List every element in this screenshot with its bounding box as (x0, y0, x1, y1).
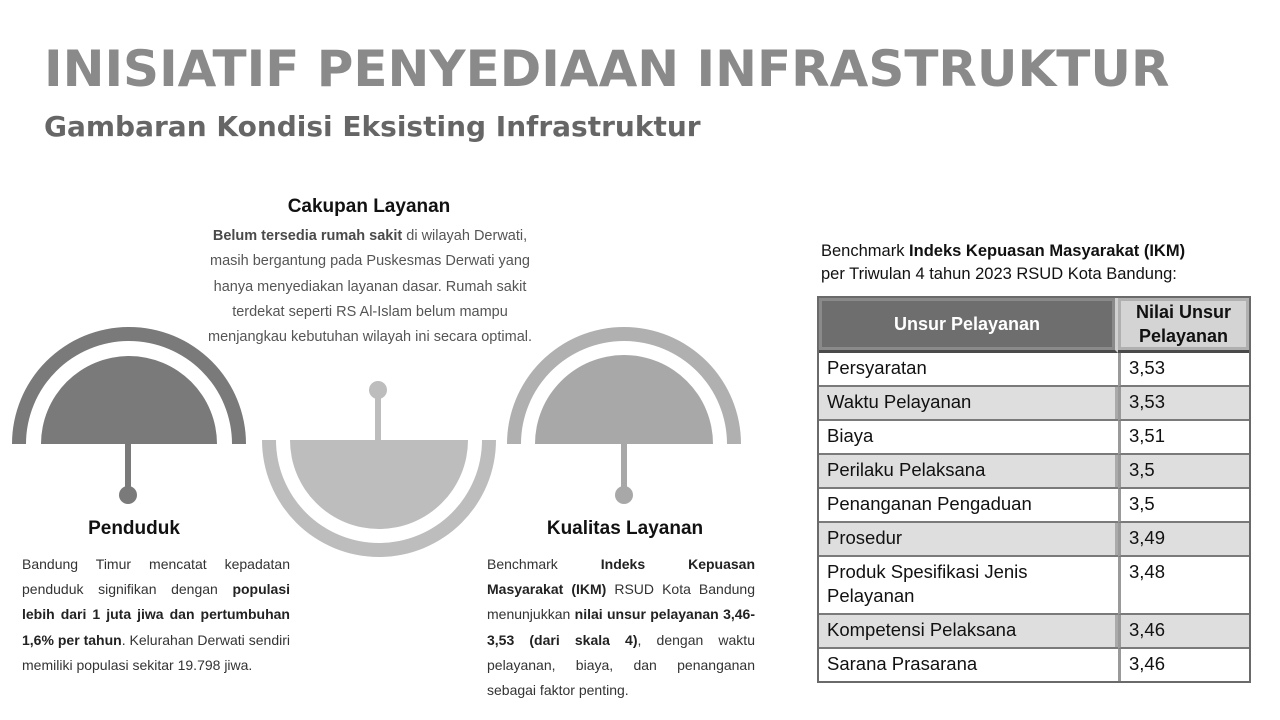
table-row (819, 387, 1249, 421)
column-header-nilai: Nilai Unsur Pelayanan (1118, 298, 1249, 353)
kualitas-heading: Kualitas Layanan (546, 518, 704, 539)
benchmark-caption (821, 240, 1261, 286)
cakupan-text: di wilayah Derwati, masih bergantung pada Puskesmas Derwati yang hanya menyediakan layanan dasar. Rumah sakit terdekat seperti RS Al-Islam belum mampu menjangkau kebutuhan wilayah ini secara optimal. (207, 228, 533, 346)
benchmark-pre: Benchmark (821, 242, 910, 260)
cell-nilai: 3,51 (1118, 421, 1249, 455)
cell-nilai: 3,46 (1118, 615, 1249, 649)
table-header-row (819, 298, 1249, 353)
kualitas-text-1: Benchmark (487, 556, 601, 572)
table-row (819, 649, 1249, 681)
ikm-table (817, 296, 1251, 683)
cell-unsur: Prosedur (819, 523, 1118, 557)
kualitas-text-3: , dengan waktu pelayanan, biaya, dan penanganan sebagai faktor penting. (487, 631, 755, 699)
table-row (819, 421, 1249, 455)
table-row (819, 455, 1249, 489)
cell-unsur: Persyaratan (819, 353, 1118, 387)
right-umbrella-shape (507, 327, 741, 504)
cell-nilai: 3,53 (1118, 387, 1249, 421)
page-title: INISIATIF PENYEDIAAN INFRASTRUKTUR (44, 40, 1170, 98)
cell-unsur: Penanganan Pengaduan (819, 489, 1118, 523)
center-bowl-shape (262, 381, 496, 557)
kualitas-bold-2: nilai unsur pelayanan 3,46-3,53 (dari skala 4) (487, 606, 755, 648)
kualitas-paragraph (487, 552, 755, 703)
cakupan-paragraph (205, 224, 535, 350)
column-header-unsur: Unsur Pelayanan (819, 298, 1118, 353)
left-umbrella-shape (12, 327, 246, 504)
table-row (819, 615, 1249, 649)
cell-nilai: 3,48 (1118, 557, 1249, 615)
cell-unsur: Kompetensi Pelaksana (819, 615, 1118, 649)
kualitas-bold-1: Indeks Kepuasan Masyarakat (IKM) (487, 556, 756, 598)
page-subtitle: Gambaran Kondisi Eksisting Infrastruktur (44, 110, 701, 143)
cell-unsur: Sarana Prasarana (827, 653, 978, 674)
cell-nilai: 3,5 (1118, 489, 1249, 523)
cell-unsur: Biaya (819, 421, 1118, 455)
cell-nilai: 3,5 (1118, 455, 1249, 489)
cell-nilai: 3,53 (1118, 353, 1249, 387)
cakupan-heading: Cakupan Layanan (287, 196, 451, 217)
cell-unsur: Produk Spesifikasi Jenis Pelayanan (819, 557, 1118, 615)
cakupan-bold: Belum tersedia rumah sakit (212, 228, 403, 244)
penduduk-heading: Penduduk (88, 518, 180, 539)
cell-unsur: Waktu Pelayanan (819, 387, 1118, 421)
cell-nilai: 3,49 (1118, 523, 1249, 557)
cell-unsur: Perilaku Pelaksana (819, 455, 1118, 489)
penduduk-paragraph (22, 552, 290, 678)
penduduk-bold: populasi lebih dari 1 juta jiwa dan pertumbuhan 1,6% per tahun (22, 581, 290, 648)
table-row (819, 489, 1249, 523)
benchmark-post: per Triwulan 4 tahun 2023 RSUD Kota Bandung: (821, 265, 1177, 283)
cell-nilai: 3,46 (1118, 649, 1249, 681)
penduduk-text-1: Bandung Timur mencatat kepadatan penduduk signifikan dengan (22, 556, 290, 598)
table-row (819, 557, 1249, 615)
benchmark-bold: Indeks Kepuasan Masyarakat (IKM) (909, 242, 1186, 260)
kualitas-text-2: RSUD Kota Bandung menunjukkan (487, 581, 755, 623)
penduduk-text-2: . Kelurahan Derwati sendiri memiliki populasi sekitar 19.798 jiwa. (22, 631, 290, 673)
table-row (819, 523, 1249, 557)
table-row (819, 353, 1249, 387)
